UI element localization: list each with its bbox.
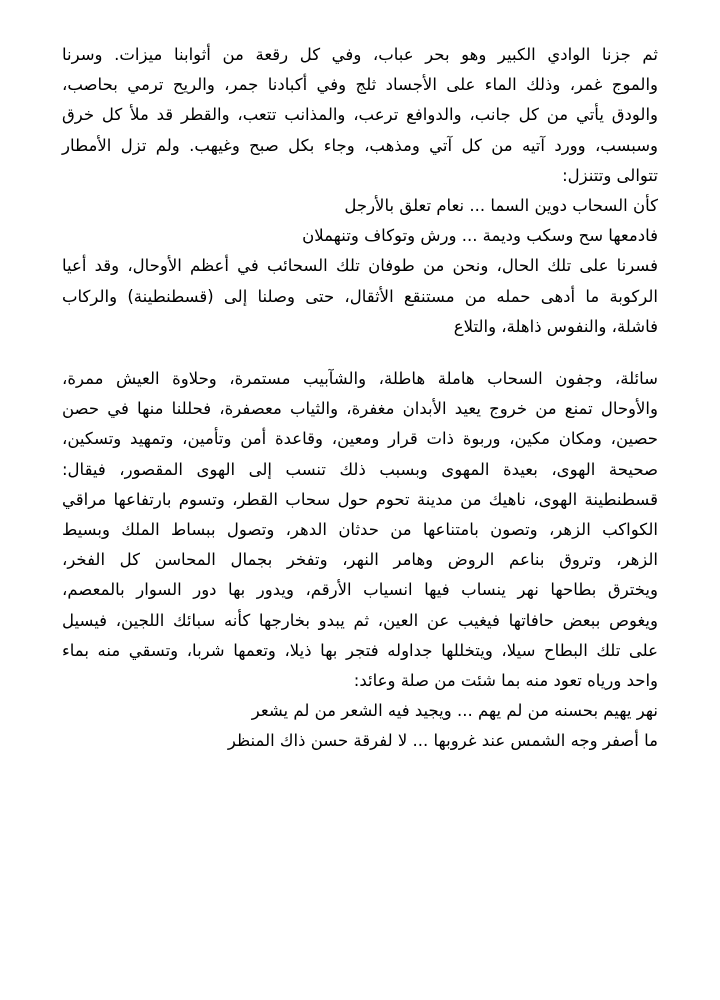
text-line: فاشلة، والنفوس ذاهلة، والتلاع: [453, 316, 658, 336]
paragraph-journey-valley: [62, 40, 658, 191]
paragraph-gap: [62, 342, 658, 364]
text-line: الركوبة ما أدهى حمله من مستنقع الأثقال، حتى وصلنا إلى (قسطنطينة) والركاب: [62, 286, 658, 306]
text-line: ويغوص ببعض حافاتها فيغيب عن العين، ثم يبدو بخارجها كأنه سبائك اللجين، فيسيل: [62, 610, 658, 630]
text-line: والأوحال تمنع من خروج يعيد الأبدان مغفرة، والثياب معصفرة، فحللنا منها في حصن: [62, 399, 658, 419]
text-line: الكواكب الزهر، وتصون بامتناعها من حدثان الدهر، وتصول ببساط الملك وبسيط: [62, 520, 658, 540]
text-line: تتوالى وتتنزل:: [562, 165, 658, 185]
text-line: قسطنطينة الهوى، ناهيك من مدينة تحوم حول سحاب القطر، وتسوم بارتفاعها مراقي: [62, 489, 658, 509]
text-line: واحد ورياه تعود منه بما شئت من صلة وعائد:: [353, 671, 658, 691]
text-line: ثم جزنا الوادي الكبير وهو بحر عباب، وفي كل رقعة من أثوابنا ميزات. وسرنا: [62, 45, 658, 64]
verse-line: ما أصفر وجه الشمس عند غروبها ... لا لفرقة حسن ذاك المنظر: [227, 731, 658, 751]
text-line: على تلك البطاح سيلا، ويتخللها جداوله فتجر بها ذيلا، وتعمها شربا، وتسقي منه بماء: [62, 640, 658, 660]
text-line: وسبسب، وورد آتيه من كل آتي ومذهب، وجاء بكل صبح وغيهب. ولم تزل الأمطار: [62, 135, 658, 155]
text-line: والودق يأتي من كل جانب، والدوافع ترعب، والمذانب تتعب، والقطر قد ملأ كل خرق: [62, 105, 658, 125]
verse-river: [62, 696, 658, 756]
text-line: الزهر، وتروق بناعم الروض وهامر النهر، وتفخر بجمال المحاسن كل الفخر،: [62, 550, 658, 570]
paragraph-arrival-constantine: [62, 251, 658, 342]
text-line: ويخترق بطاحها نهر ينساب فيها انسياب الأرقم، ويدور بها دور السوار بالمعصم،: [62, 580, 658, 600]
text-line: صحيحة الهوى، بعيدة المهوى وبسبب ذلك تنسب إلى الهوى المقصور، فيقال:: [62, 459, 658, 479]
text-line: حصين، ومكان مكين، وربوة ذات قرار ومعين، وقاعدة أمن وتأمين، وتمهيد وتسكين،: [62, 429, 658, 449]
verse-line: نهر يهيم بحسنه من لم يهم ... ويجيد فيه الشعر من لم يشعر: [251, 701, 658, 721]
verse-line: كأن السحاب دوين السما ... نعام تعلق بالأرجل: [344, 196, 658, 216]
text-line: سائلة، وجفون السحاب هاملة هاطلة، والشآبيب مستمرة، وحلاوة العيش ممرة،: [62, 369, 658, 389]
verse-clouds: [62, 191, 658, 251]
text-line: والموج غمر، وذلك الماء على الأجساد ثلج وفي أكبادنا جمر، والريح ترمي بحاصب،: [62, 75, 658, 95]
text-line: فسرنا على تلك الحال، ونحن من طوفان تلك السحائب في أعظم الأوحال، وقد أعيا: [62, 256, 658, 276]
verse-line: فادمعها سح وسكب وديمة ... ورش وتوكاف وتنهملان: [302, 226, 658, 246]
paragraph-city-description: [62, 364, 658, 696]
